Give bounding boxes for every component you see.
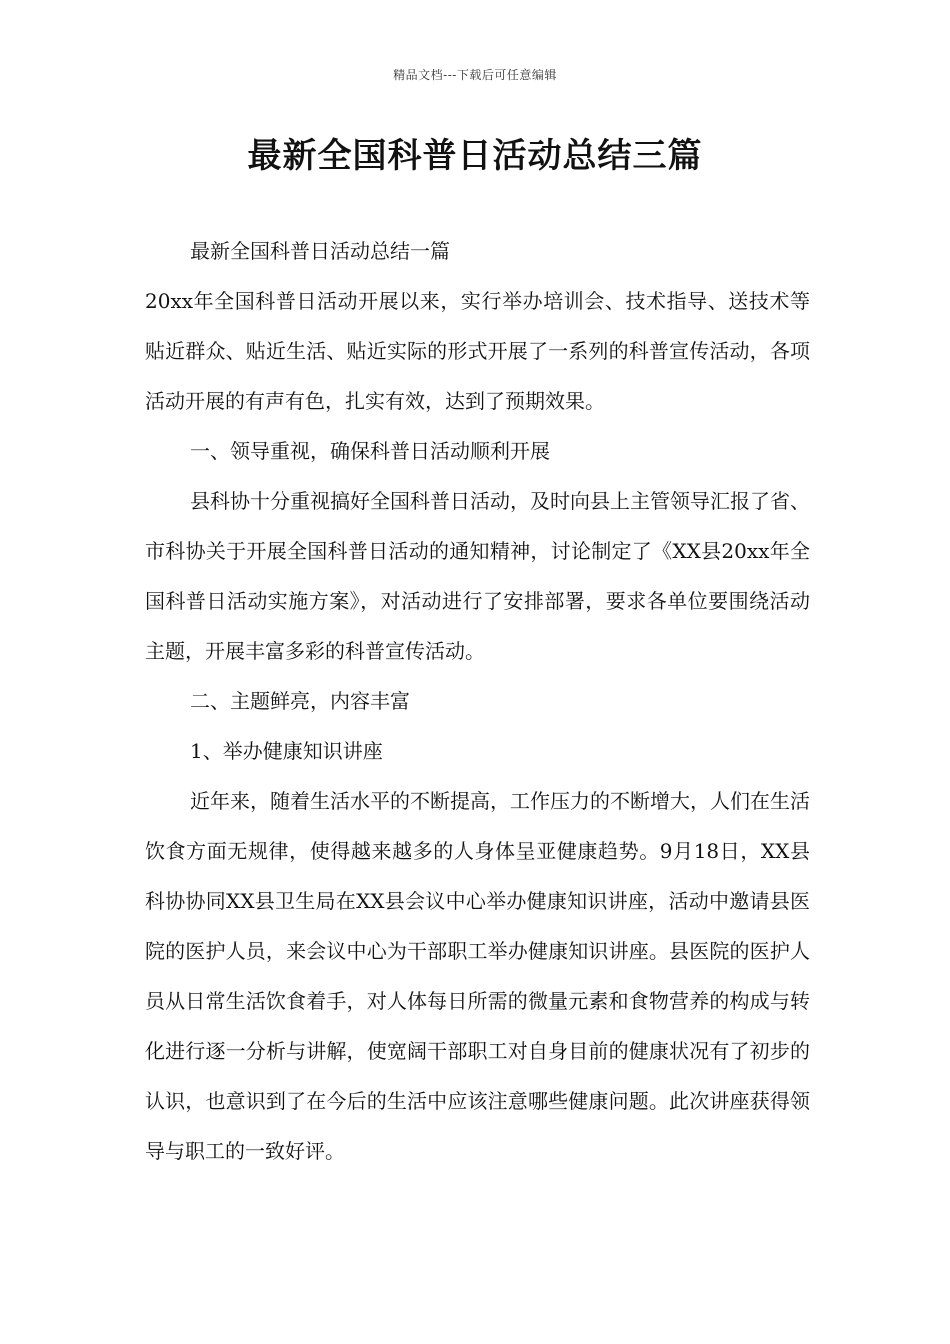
body-paragraph: 近年来，随着生活水平的不断提高，工作压力的不断增大，人们在生活饮食方面无规律，使得越来越多的人身体呈亚健康趋势。9月18日，XX县科协协同XX县卫生局在XX县会议中心举办健康知识讲座，活动中邀请县医院的医护人员，来会议中心为干部职工举办健康知识讲座。县医院的医护人员从日常生活饮食着手，对人体每日所需的微量元素和食物营养的构成与转化进行逐一分析与讲解，使宽阔干部职工对自身目前的健康状况有了初步的认识，也意识到了在今后的生活中应该注意哪些健康问题。此次讲座获得领导与职工的一致好评。 <box>145 789 810 1163</box>
document-body <box>145 226 810 1176</box>
subsection-heading: 1、举办健康知识讲座 <box>190 739 383 763</box>
header-note: 精品文档---下载后可任意编辑 <box>393 68 557 82</box>
section-heading: 一、领导重视，确保科普日活动顺利开展 <box>190 439 550 463</box>
section-heading: 最新全国科普日活动总结一篇 <box>190 239 450 263</box>
document-title: 最新全国科普日活动总结三篇 <box>247 136 703 176</box>
section-heading: 二、主题鲜亮，内容丰富 <box>190 689 410 713</box>
body-paragraph: 20xx年全国科普日活动开展以来，实行举办培训会、技术指导、送技术等贴近群众、贴近生活、贴近实际的形式开展了一系列的科普宣传活动，各项活动开展的有声有色，扎实有效，达到了预期效果。 <box>145 289 810 413</box>
body-paragraph: 县科协十分重视搞好全国科普日活动，及时向县上主管领导汇报了省、市科协关于开展全国科普日活动的通知精神，讨论制定了《XX县20xx年全国科普日活动实施方案》，对活动进行了安排部署，要求各单位要围绕活动主题，开展丰富多彩的科普宣传活动。 <box>145 489 810 663</box>
